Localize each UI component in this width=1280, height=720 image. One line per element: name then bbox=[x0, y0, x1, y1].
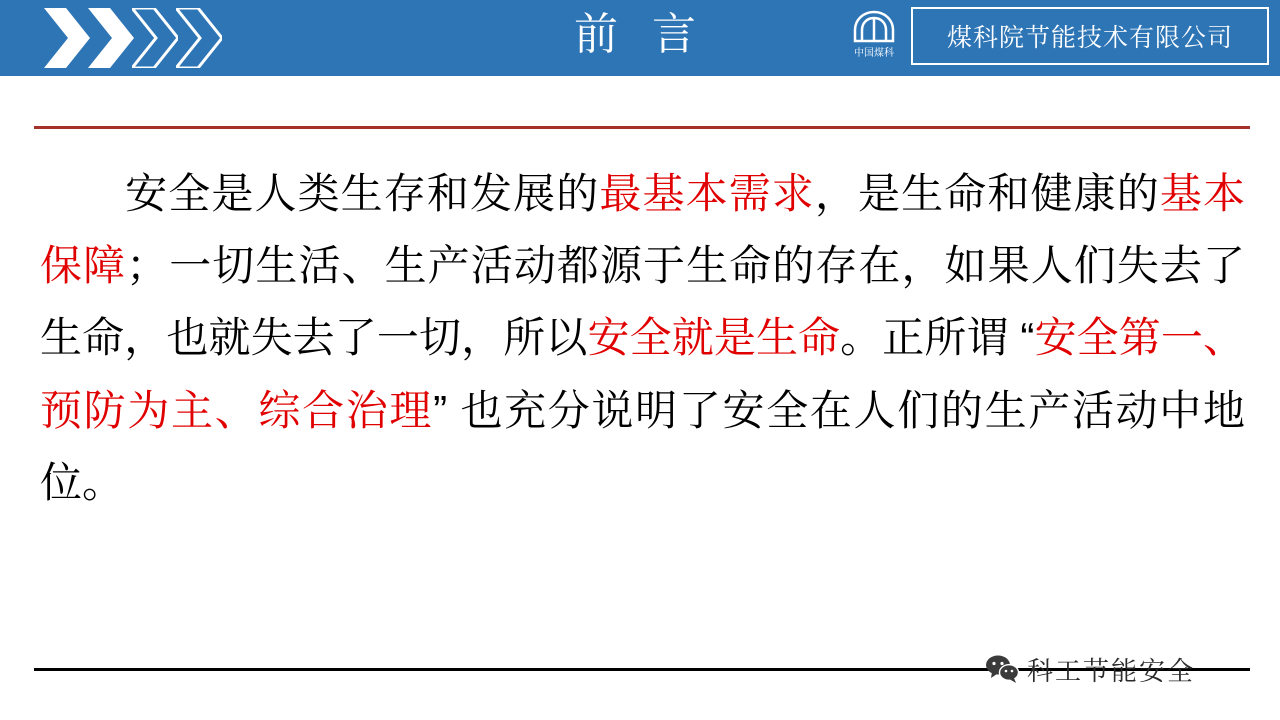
plain-text: ” 也充分说明了安全在人们的生产活动中地位。 bbox=[40, 386, 1245, 506]
highlighted-text: 安全就是生命 bbox=[587, 314, 841, 362]
page-title: 前 言 bbox=[574, 9, 706, 60]
body-paragraph bbox=[40, 158, 1245, 519]
plain-text: ；一切生活、生产活动都源于生命的存在，如果人们失去了生命，也就失去了一切，所以 bbox=[40, 242, 1245, 362]
highlighted-text: 基本保障 bbox=[40, 170, 1245, 290]
header-band bbox=[0, 0, 1280, 76]
wechat-footer bbox=[985, 648, 1251, 690]
company-name: 煤科院节能技术有限公司 bbox=[946, 24, 1233, 52]
divider-top bbox=[34, 126, 1250, 129]
coal-science-logo-icon bbox=[849, 10, 899, 44]
highlighted-text: 最基本需求 bbox=[599, 170, 815, 217]
wechat-icon bbox=[985, 654, 1019, 684]
wechat-account-name: 科工节能安全 bbox=[1027, 655, 1196, 686]
plain-text: ，是生命和健康的 bbox=[814, 170, 1160, 217]
company-name-box bbox=[911, 7, 1269, 65]
company-logo-text: 中国煤科 bbox=[854, 48, 894, 59]
highlighted-text: 安全第一、预防为主、综合治理 bbox=[40, 314, 1245, 434]
plain-text: 安全是人类生存和发展的 bbox=[124, 170, 600, 217]
plain-text: 。正所谓 “ bbox=[840, 314, 1035, 362]
company-logo bbox=[843, 8, 905, 68]
